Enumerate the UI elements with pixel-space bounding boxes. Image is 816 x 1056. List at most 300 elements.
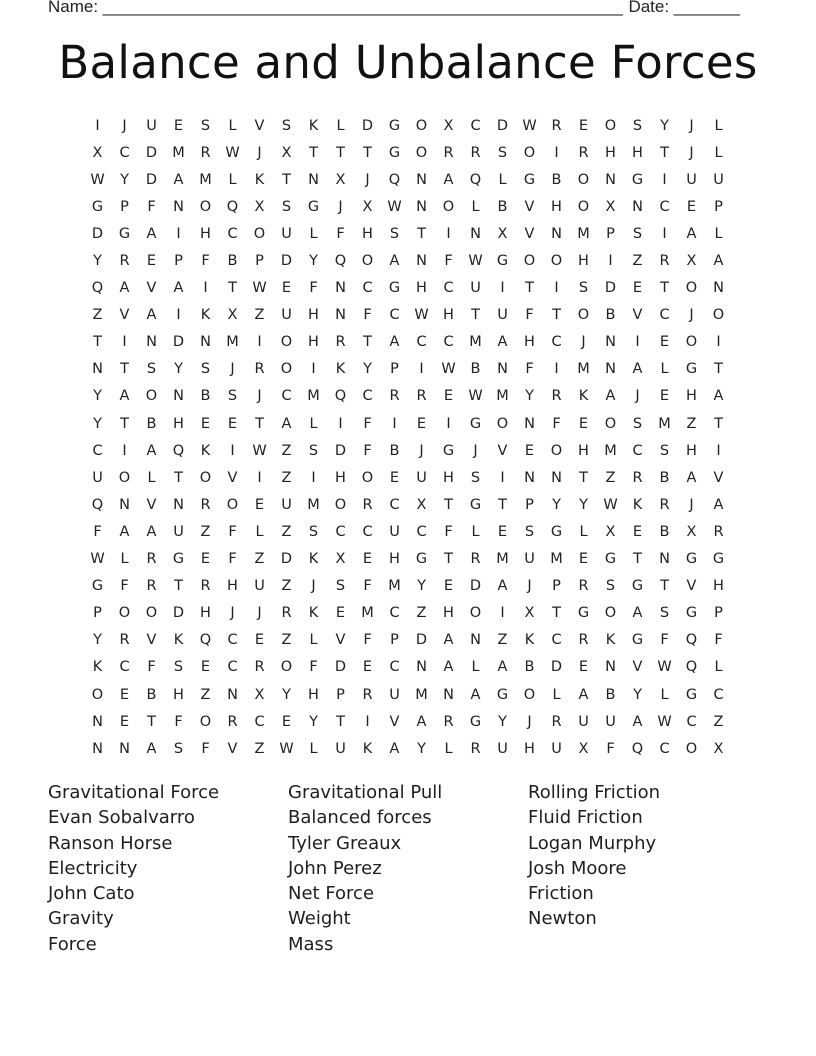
grid-letter: N: [524, 469, 535, 486]
grid-letter: E: [632, 523, 643, 540]
grid-letter: P: [174, 253, 183, 270]
grid-letter: A: [173, 171, 184, 188]
grid-letter: E: [119, 713, 130, 730]
grid-letter: H: [713, 578, 724, 595]
grid-letter: F: [174, 713, 183, 730]
grid-letter: W: [522, 117, 537, 134]
grid-letter: Y: [93, 388, 102, 405]
grid-letter: B: [497, 198, 508, 215]
grid-letter: X: [686, 523, 697, 540]
grid-letter: J: [689, 307, 694, 324]
grid-letter: I: [500, 469, 505, 486]
grid-letter: Z: [281, 523, 292, 540]
grid-letter: F: [606, 740, 615, 757]
grid-letter: E: [389, 469, 400, 486]
grid-letter: E: [200, 415, 211, 432]
grid-letter: R: [443, 144, 454, 161]
grid-letter: Z: [605, 469, 616, 486]
grid-letter: C: [416, 523, 427, 540]
grid-letter: R: [146, 578, 157, 595]
grid-letter: W: [90, 551, 105, 568]
grid-letter: B: [605, 686, 616, 703]
grid-letter: Z: [497, 632, 508, 649]
grid-letter: O: [577, 307, 590, 324]
grid-letter: D: [496, 117, 509, 134]
grid-letter: E: [173, 117, 184, 134]
grid-letter: O: [604, 415, 617, 432]
grid-letter: E: [578, 659, 589, 676]
grid-letter: U: [146, 117, 157, 134]
grid-row: [84, 735, 732, 762]
grid-letter: H: [686, 442, 697, 459]
grid-letter: T: [714, 415, 723, 432]
grid-letter: I: [257, 469, 262, 486]
grid-letter: G: [469, 415, 482, 432]
grid-letter: C: [227, 632, 238, 649]
grid-letter: H: [308, 307, 319, 324]
date-field[interactable]: Date: _______: [628, 0, 740, 16]
grid-letter: U: [281, 496, 292, 513]
grid-letter: S: [173, 740, 184, 757]
grid-letter: T: [336, 713, 345, 730]
grid-letter: C: [254, 713, 265, 730]
grid-letter: I: [446, 415, 451, 432]
grid-letter: L: [336, 117, 345, 134]
grid-letter: H: [524, 740, 535, 757]
word-list-item: Gravitational Force: [48, 782, 220, 803]
grid-letter: B: [227, 253, 238, 270]
grid-letter: R: [146, 551, 157, 568]
grid-letter: Z: [200, 523, 211, 540]
grid-letter: I: [446, 225, 451, 242]
grid-letter: X: [524, 605, 535, 622]
grid-letter: F: [228, 523, 237, 540]
grid-letter: I: [554, 280, 559, 297]
grid-letter: D: [280, 253, 293, 270]
grid-letter: X: [443, 117, 454, 134]
grid-letter: T: [309, 144, 318, 161]
grid-letter: C: [389, 659, 400, 676]
grid-letter: F: [147, 659, 156, 676]
letter-grid: [84, 112, 732, 762]
grid-letter: E: [578, 551, 589, 568]
word-list-item: Rolling Friction: [528, 782, 661, 803]
grid-letter: Z: [416, 605, 427, 622]
grid-letter: O: [469, 605, 482, 622]
grid-letter: M: [577, 225, 590, 242]
grid-letter: D: [172, 334, 185, 351]
grid-letter: Q: [199, 632, 212, 649]
grid-letter: S: [605, 578, 616, 595]
grid-letter: Y: [498, 713, 507, 730]
grid-letter: D: [334, 442, 347, 459]
grid-letter: F: [93, 523, 102, 540]
grid-letter: H: [200, 605, 211, 622]
grid-letter: L: [309, 632, 318, 649]
grid-letter: G: [91, 198, 104, 215]
grid-letter: I: [500, 280, 505, 297]
grid-letter: E: [659, 388, 670, 405]
grid-letter: O: [91, 686, 104, 703]
grid-letter: F: [363, 307, 372, 324]
grid-letter: N: [605, 334, 616, 351]
grid-letter: X: [92, 144, 103, 161]
grid-letter: O: [442, 198, 455, 215]
grid-letter: L: [228, 117, 237, 134]
grid-letter: G: [172, 551, 185, 568]
grid-letter: M: [469, 334, 482, 351]
word-list-item: John Cato: [48, 883, 135, 905]
grid-letter: A: [632, 605, 643, 622]
grid-letter: T: [633, 551, 642, 568]
grid-letter: F: [444, 523, 453, 540]
grid-letter: I: [554, 361, 559, 378]
grid-letter: G: [631, 578, 644, 595]
grid-letter: T: [498, 496, 507, 513]
grid-letter: A: [119, 280, 130, 297]
grid-letter: I: [716, 442, 721, 459]
grid-letter: L: [714, 117, 723, 134]
grid-letter: O: [334, 496, 347, 513]
word-list-item: Josh Moore: [528, 857, 627, 879]
header-row: [48, 0, 740, 19]
grid-letter: V: [713, 469, 724, 486]
grid-letter: F: [660, 632, 669, 649]
grid-letter: Q: [685, 632, 698, 649]
grid-letter: Q: [172, 442, 185, 459]
grid-letter: O: [604, 117, 617, 134]
grid-letter: S: [308, 442, 319, 459]
grid-letter: O: [523, 686, 536, 703]
grid-letter: N: [659, 551, 670, 568]
grid-letter: M: [172, 144, 185, 161]
grid-letter: I: [500, 605, 505, 622]
page-title: Balance and Unbalance Forces: [58, 36, 758, 89]
grid-letter: C: [389, 605, 400, 622]
grid-letter: O: [118, 605, 131, 622]
grid-letter: N: [416, 198, 427, 215]
grid-row: [84, 573, 732, 600]
grid-letter: X: [713, 740, 724, 757]
grid-letter: L: [309, 415, 318, 432]
grid-row: [84, 302, 732, 329]
grid-letter: K: [200, 442, 211, 459]
grid-letter: E: [524, 442, 535, 459]
grid-letter: O: [523, 253, 536, 270]
grid-letter: T: [120, 415, 129, 432]
grid-letter: J: [689, 496, 694, 513]
grid-letter: Q: [334, 388, 347, 405]
grid-letter: N: [605, 171, 616, 188]
grid-letter: M: [307, 496, 320, 513]
grid-letter: R: [200, 144, 211, 161]
grid-letter: S: [146, 361, 157, 378]
grid-letter: U: [497, 740, 508, 757]
grid-letter: T: [174, 469, 183, 486]
grid-letter: E: [146, 253, 157, 270]
grid-letter: L: [471, 523, 480, 540]
grid-letter: C: [551, 632, 562, 649]
grid-letter: O: [712, 307, 725, 324]
grid-letter: E: [254, 632, 265, 649]
grid-letter: E: [200, 659, 211, 676]
grid-letter: G: [118, 225, 131, 242]
grid-letter: H: [362, 225, 373, 242]
grid-letter: R: [578, 632, 589, 649]
grid-letter: M: [658, 415, 671, 432]
grid-letter: S: [173, 659, 184, 676]
grid-letter: T: [228, 280, 237, 297]
grid-letter: W: [603, 496, 618, 513]
grid-letter: C: [281, 388, 292, 405]
grid-letter: A: [146, 740, 157, 757]
grid-letter: V: [146, 496, 157, 513]
grid-letter: R: [200, 496, 211, 513]
grid-letter: D: [145, 144, 158, 161]
grid-letter: G: [685, 605, 698, 622]
grid-letter: H: [578, 442, 589, 459]
grid-letter: H: [605, 144, 616, 161]
grid-letter: R: [470, 740, 481, 757]
grid-letter: O: [415, 144, 428, 161]
grid-letter: K: [335, 361, 346, 378]
grid-letter: Y: [660, 117, 669, 134]
grid-letter: S: [281, 117, 292, 134]
grid-letter: Y: [282, 686, 291, 703]
grid-letter: E: [497, 523, 508, 540]
grid-letter: M: [415, 686, 428, 703]
grid-row: [84, 356, 732, 383]
grid-letter: C: [632, 442, 643, 459]
grid-letter: K: [254, 171, 265, 188]
grid-letter: F: [444, 253, 453, 270]
grid-letter: X: [254, 198, 265, 215]
grid-letter: V: [227, 740, 238, 757]
grid-letter: C: [389, 307, 400, 324]
grid-letter: V: [227, 469, 238, 486]
grid-letter: C: [227, 225, 238, 242]
grid-letter: Y: [120, 171, 129, 188]
grid-letter: I: [95, 117, 100, 134]
grid-letter: L: [228, 171, 237, 188]
grid-letter: E: [416, 415, 427, 432]
grid-letter: W: [468, 388, 483, 405]
grid-letter: N: [173, 388, 184, 405]
grid-letter: N: [92, 740, 103, 757]
grid-letter: G: [685, 686, 698, 703]
grid-letter: N: [416, 171, 427, 188]
grid-letter: B: [659, 469, 670, 486]
grid-letter: L: [714, 144, 723, 161]
grid-letter: Q: [685, 659, 698, 676]
grid-letter: U: [335, 740, 346, 757]
grid-letter: O: [280, 659, 293, 676]
word-list-item: John Perez: [288, 857, 382, 879]
grid-letter: J: [311, 578, 316, 595]
grid-row: [84, 464, 732, 491]
grid-letter: G: [307, 198, 320, 215]
grid-letter: I: [365, 713, 370, 730]
grid-letter: R: [335, 334, 346, 351]
grid-letter: I: [311, 361, 316, 378]
grid-letter: H: [578, 253, 589, 270]
grid-letter: A: [443, 632, 454, 649]
grid-letter: N: [551, 469, 562, 486]
grid-letter: A: [443, 171, 454, 188]
grid-letter: U: [605, 713, 616, 730]
grid-letter: K: [308, 551, 319, 568]
grid-letter: H: [173, 415, 184, 432]
grid-letter: N: [92, 361, 103, 378]
grid-letter: E: [578, 117, 589, 134]
grid-letter: L: [471, 659, 480, 676]
grid-letter: N: [146, 334, 157, 351]
grid-letter: R: [551, 713, 562, 730]
grid-letter: K: [308, 117, 319, 134]
grid-row: [84, 383, 732, 410]
grid-letter: N: [173, 496, 184, 513]
grid-letter: Y: [525, 388, 534, 405]
grid-letter: Q: [388, 171, 401, 188]
grid-letter: X: [416, 496, 427, 513]
grid-letter: G: [388, 117, 401, 134]
grid-letter: G: [91, 578, 104, 595]
grid-letter: R: [470, 144, 481, 161]
grid-letter: K: [578, 388, 589, 405]
grid-letter: Z: [281, 632, 292, 649]
grid-letter: H: [416, 280, 427, 297]
grid-row: [84, 112, 732, 139]
grid-letter: S: [227, 388, 238, 405]
grid-letter: J: [257, 605, 262, 622]
grid-letter: L: [660, 361, 669, 378]
grid-letter: J: [635, 388, 640, 405]
grid-row: [84, 546, 732, 573]
word-column: [48, 780, 288, 957]
grid-row: [84, 193, 732, 220]
grid-letter: Y: [552, 496, 561, 513]
grid-letter: L: [309, 225, 318, 242]
word-list-item: Evan Sobalvarro: [48, 807, 195, 829]
grid-letter: G: [469, 713, 482, 730]
grid-letter: C: [335, 523, 346, 540]
grid-letter: N: [200, 334, 211, 351]
grid-letter: W: [441, 361, 456, 378]
grid-letter: Y: [309, 253, 318, 270]
grid-letter: S: [524, 523, 535, 540]
grid-letter: C: [362, 280, 373, 297]
grid-letter: D: [361, 117, 374, 134]
grid-letter: A: [632, 713, 643, 730]
grid-letter: I: [392, 415, 397, 432]
grid-letter: K: [632, 496, 643, 513]
word-list-item: Weight: [288, 908, 351, 930]
grid-letter: J: [230, 361, 235, 378]
grid-letter: S: [497, 144, 508, 161]
grid-letter: B: [659, 523, 670, 540]
grid-letter: A: [578, 686, 589, 703]
grid-letter: O: [226, 496, 239, 513]
grid-letter: T: [471, 307, 480, 324]
grid-letter: N: [443, 686, 454, 703]
grid-letter: P: [525, 496, 534, 513]
grid-letter: H: [173, 686, 184, 703]
grid-letter: T: [255, 415, 264, 432]
grid-letter: X: [686, 253, 697, 270]
grid-letter: F: [363, 632, 372, 649]
grid-letter: T: [714, 361, 723, 378]
grid-letter: O: [280, 334, 293, 351]
name-field[interactable]: Name: _______________________________________________________: [48, 0, 623, 16]
grid-letter: O: [199, 713, 212, 730]
grid-letter: R: [200, 578, 211, 595]
grid-letter: A: [146, 307, 157, 324]
grid-letter: D: [415, 632, 428, 649]
grid-letter: B: [389, 442, 400, 459]
grid-letter: T: [660, 578, 669, 595]
grid-letter: S: [308, 523, 319, 540]
grid-letter: F: [363, 415, 372, 432]
grid-letter: L: [255, 523, 264, 540]
grid-letter: Y: [579, 496, 588, 513]
grid-letter: G: [604, 551, 617, 568]
grid-letter: P: [255, 253, 264, 270]
grid-letter: H: [551, 198, 562, 215]
grid-letter: R: [254, 361, 265, 378]
grid-letter: C: [443, 334, 454, 351]
grid-letter: O: [685, 740, 698, 757]
grid-letter: A: [713, 388, 724, 405]
grid-letter: D: [334, 659, 347, 676]
grid-letter: I: [662, 171, 667, 188]
grid-letter: S: [200, 361, 211, 378]
grid-letter: R: [632, 469, 643, 486]
grid-letter: U: [389, 523, 400, 540]
grid-letter: C: [92, 442, 103, 459]
grid-letter: T: [282, 171, 291, 188]
grid-letter: U: [416, 469, 427, 486]
grid-letter: O: [550, 253, 563, 270]
grid-letter: X: [335, 171, 346, 188]
grid-letter: G: [685, 551, 698, 568]
grid-letter: E: [335, 605, 346, 622]
grid-letter: I: [608, 253, 613, 270]
grid-letter: C: [686, 713, 697, 730]
grid-letter: X: [335, 551, 346, 568]
grid-letter: X: [281, 144, 292, 161]
grid-row: [84, 329, 732, 356]
grid-letter: O: [685, 334, 698, 351]
grid-letter: K: [173, 632, 184, 649]
grid-row: [84, 708, 732, 735]
grid-letter: N: [335, 307, 346, 324]
grid-letter: E: [659, 334, 670, 351]
grid-letter: R: [659, 496, 670, 513]
grid-letter: E: [119, 686, 130, 703]
grid-letter: T: [552, 307, 561, 324]
grid-letter: Y: [93, 253, 102, 270]
grid-letter: R: [551, 388, 562, 405]
grid-letter: R: [659, 253, 670, 270]
grid-letter: O: [280, 361, 293, 378]
grid-letter: A: [389, 334, 400, 351]
grid-letter: P: [714, 198, 723, 215]
word-list-item: Mass: [288, 933, 334, 955]
grid-letter: D: [604, 280, 617, 297]
grid-letter: I: [122, 442, 127, 459]
grid-letter: G: [631, 171, 644, 188]
grid-letter: R: [119, 253, 130, 270]
